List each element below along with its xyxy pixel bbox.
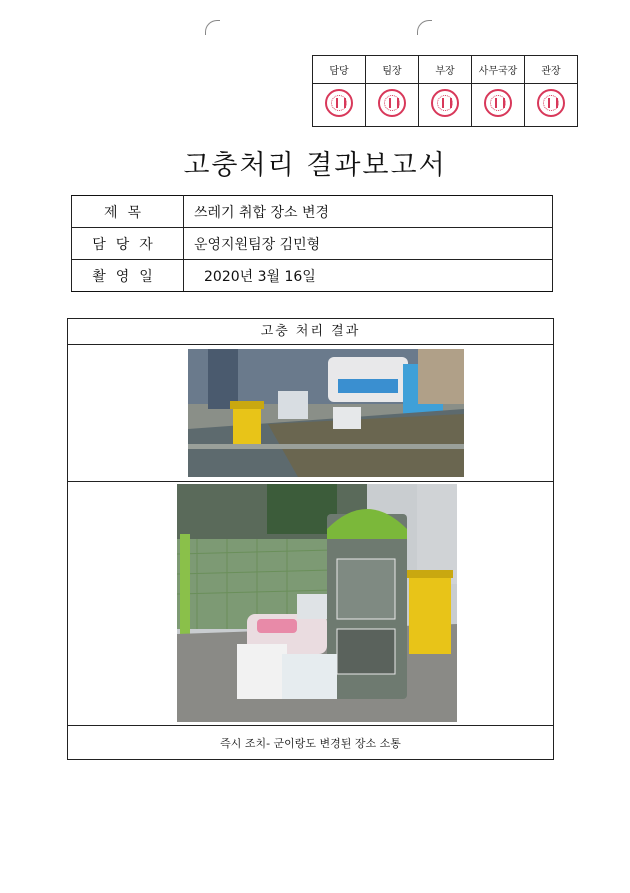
approval-cell (419, 84, 472, 127)
approval-header: 관장 (525, 56, 578, 84)
result-section (67, 318, 554, 760)
photo-row (68, 482, 553, 726)
approval-header: 사무국장 (472, 56, 525, 84)
info-value: 쓰레기 취합 장소 변경 (184, 196, 553, 228)
seal-stamp-icon (378, 89, 406, 117)
approval-cell (472, 84, 525, 127)
result-caption: 즉시 조치- 군이랑도 변경된 장소 소통 (220, 737, 401, 750)
approval-header: 부장 (419, 56, 472, 84)
result-heading: 고충 처리 결과 (68, 319, 553, 345)
approval-header: 팀장 (366, 56, 419, 84)
info-label: 담당자 (72, 228, 184, 260)
approval-cell (313, 84, 366, 127)
document-title: 고충처리 결과보고서 (183, 150, 447, 181)
info-label: 촬영일 (72, 260, 184, 292)
punch-hole-mark (205, 20, 220, 35)
info-value: 2020년 3월 16일 (184, 260, 553, 292)
seal-stamp-icon (484, 89, 512, 117)
photo-after (177, 484, 457, 722)
punch-hole-mark (417, 20, 432, 35)
photo-row (68, 345, 553, 482)
approval-cell (525, 84, 578, 127)
info-label: 제목 (72, 196, 184, 228)
seal-stamp-icon (431, 89, 459, 117)
approval-table (312, 55, 578, 127)
seal-stamp-icon (537, 89, 565, 117)
photo-before (188, 349, 464, 477)
approval-cell (366, 84, 419, 127)
info-value: 운영지원팀장 김민형 (184, 228, 553, 260)
approval-header: 담당 (313, 56, 366, 84)
info-table (71, 195, 553, 292)
seal-stamp-icon (325, 89, 353, 117)
